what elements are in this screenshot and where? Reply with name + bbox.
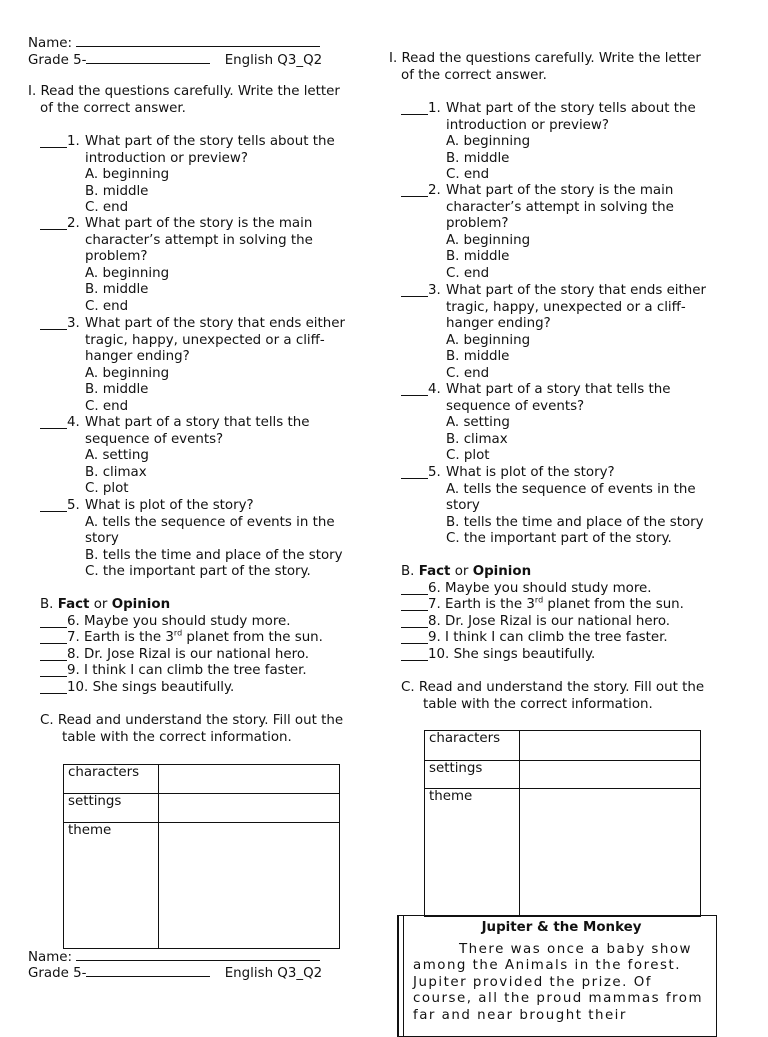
story-title: Jupiter & the Monkey — [481, 920, 642, 935]
question-5 — [28, 498, 378, 581]
question-number: 3. — [67, 316, 80, 331]
question-number: 5. — [428, 465, 441, 480]
question-text: sequence of events? — [85, 431, 224, 447]
answer-blank[interactable] — [40, 630, 67, 644]
option: A. beginning — [446, 134, 531, 149]
option: A. beginning — [446, 332, 531, 348]
option: B. climax — [446, 431, 508, 447]
option: C. end — [85, 398, 129, 414]
question-number: 1. — [428, 101, 441, 116]
fact-opinion-item: 9. I think I can climb the tree faster. — [401, 630, 741, 647]
option: B. tells the time and place of the story — [446, 514, 704, 530]
question-1 — [28, 134, 378, 217]
answer-blank[interactable] — [401, 597, 428, 611]
answer-blank[interactable] — [401, 283, 428, 297]
subject-label: English Q3_Q2 — [224, 53, 323, 68]
question-text: tragic, happy, unexpected or a cliff- — [85, 332, 325, 348]
answer-blank[interactable] — [40, 647, 67, 661]
question-2 — [389, 183, 739, 282]
question-text: introduction or preview? — [446, 117, 609, 133]
option: C. end — [85, 298, 129, 314]
answer-blank[interactable] — [40, 498, 67, 512]
answer-cell[interactable] — [159, 765, 340, 794]
section-c-instructions — [401, 680, 731, 713]
option: C. plot — [446, 448, 490, 463]
option: C. end — [446, 265, 490, 281]
grade-blank[interactable] — [86, 51, 210, 64]
name-line — [28, 34, 320, 53]
instructions-a — [389, 51, 734, 84]
question-number: 1. — [67, 134, 80, 149]
instruction-line: of the correct answer. — [401, 67, 547, 83]
option: A. beginning — [85, 167, 170, 182]
option: C. the important part of the story. — [446, 531, 672, 546]
name-label: Name: — [28, 36, 73, 51]
option: C. end — [85, 200, 129, 215]
grade-blank[interactable] — [86, 964, 210, 977]
instruction-line: table with the correct information. — [423, 696, 653, 712]
option: B. climax — [85, 464, 147, 480]
question-3 — [28, 316, 378, 415]
option: B. middle — [446, 150, 510, 166]
question-number: 2. — [67, 216, 80, 231]
row-label: theme — [64, 823, 159, 949]
row-label: characters — [425, 731, 520, 761]
option: B. middle — [446, 349, 510, 364]
option: A. beginning — [85, 265, 170, 281]
row-label: settings — [425, 761, 520, 789]
section-b — [401, 564, 741, 663]
row-label: settings — [64, 794, 159, 823]
answer-cell[interactable] — [520, 731, 701, 761]
question-4 — [28, 415, 378, 498]
question-text: introduction or preview? — [85, 150, 248, 166]
question-4 — [389, 382, 739, 465]
fact-opinion-item: 9. I think I can climb the tree faster. — [40, 663, 380, 680]
name-blank[interactable] — [76, 34, 320, 47]
answer-blank[interactable] — [40, 663, 67, 677]
question-text: sequence of events? — [446, 398, 585, 414]
option: C. plot — [85, 481, 129, 496]
question-text: What part of the story that ends either — [446, 283, 707, 298]
option: C. end — [446, 167, 490, 182]
answer-blank[interactable] — [40, 614, 67, 628]
answer-blank[interactable] — [401, 647, 428, 661]
question-number: 5. — [67, 498, 80, 513]
option: C. the important part of the story. — [85, 564, 311, 579]
question-number: 4. — [428, 382, 441, 397]
question-text: problem? — [446, 216, 509, 231]
question-text: tragic, happy, unexpected or a cliff- — [446, 299, 686, 315]
fact-opinion-item: 8. Dr. Jose Rizal is our national hero. — [401, 614, 741, 631]
answer-blank[interactable] — [401, 614, 428, 628]
option: C. end — [446, 365, 490, 381]
story-text: There was once a baby show among the Animals in the forest. Jupiter provided the prize. Of course, all the proud mammas from far and near brought their — [413, 941, 703, 1023]
question-text: hanger ending? — [446, 316, 551, 331]
option: A. tells the sequence of events in the — [85, 514, 335, 530]
instructions-a — [28, 84, 373, 117]
grade-line — [28, 51, 322, 70]
grade-label: Grade 5- — [28, 53, 87, 68]
answer-blank[interactable] — [401, 465, 428, 479]
question-text: What part of the story is the main — [446, 183, 674, 198]
question-number: 3. — [428, 283, 441, 298]
story-table — [424, 730, 701, 917]
grade-line — [28, 964, 322, 983]
option: B. middle — [85, 382, 149, 397]
section-c-instructions — [40, 713, 370, 746]
answer-blank[interactable] — [401, 101, 428, 115]
option: B. tells the time and place of the story — [85, 547, 343, 563]
instruction-line: of the correct answer. — [40, 100, 186, 116]
question-text: What part of the story tells about the — [446, 101, 696, 116]
section-b — [40, 597, 380, 696]
answer-blank[interactable] — [40, 415, 67, 429]
answer-blank[interactable] — [401, 382, 428, 396]
question-1 — [389, 101, 739, 184]
question-text: problem? — [85, 249, 148, 264]
answer-cell[interactable] — [159, 823, 340, 949]
option: story — [85, 531, 119, 546]
question-text: What part of a story that tells the — [446, 382, 671, 397]
question-text: character’s attempt in solving the — [85, 232, 313, 248]
question-text: What part of the story is the main — [85, 216, 313, 231]
option: B. middle — [446, 249, 510, 264]
instruction-line: C. Read and understand the story. Fill out the — [401, 680, 705, 695]
option: A. setting — [446, 415, 510, 430]
grade-label: Grade 5- — [28, 966, 87, 981]
option: A. setting — [85, 448, 149, 463]
row-label: characters — [64, 765, 159, 794]
option: A. beginning — [446, 232, 531, 248]
question-text: character’s attempt in solving the — [446, 199, 674, 215]
fact-opinion-item: 7. Earth is the 3rd planet from the sun. — [401, 597, 741, 614]
answer-blank[interactable] — [40, 316, 67, 330]
option: A. beginning — [85, 365, 170, 381]
fact-opinion-item: 6. Maybe you should study more. — [40, 614, 380, 631]
answer-blank[interactable] — [40, 680, 67, 694]
option: story — [446, 498, 480, 513]
fact-opinion-item: 7. Earth is the 3rd planet from the sun. — [40, 630, 380, 647]
answer-blank[interactable] — [40, 216, 67, 230]
question-5 — [389, 465, 739, 548]
section-b-heading: B. Fact or Opinion — [401, 564, 532, 579]
instruction-line: table with the correct information. — [62, 729, 292, 745]
answer-cell[interactable] — [520, 789, 701, 917]
question-number: 4. — [67, 415, 80, 430]
subject-label: English Q3_Q2 — [224, 966, 323, 981]
story-table — [63, 764, 340, 949]
question-text: What is plot of the story? — [85, 498, 254, 513]
answer-blank[interactable] — [40, 134, 67, 148]
section-b-heading: B. Fact or Opinion — [40, 597, 171, 612]
question-number: 2. — [428, 183, 441, 198]
fact-opinion-item: 8. Dr. Jose Rizal is our national hero. — [40, 647, 380, 664]
question-text: hanger ending? — [85, 349, 190, 364]
question-text: What part of the story tells about the — [85, 134, 335, 149]
question-text: What is plot of the story? — [446, 465, 615, 480]
answer-blank[interactable] — [401, 630, 428, 644]
instruction-line: I. Read the questions carefully. Write the letter — [28, 84, 340, 99]
answer-cell[interactable] — [520, 761, 701, 789]
option: B. middle — [85, 282, 149, 297]
question-text: What part of the story that ends either — [85, 316, 346, 331]
question-text: What part of a story that tells the — [85, 415, 310, 430]
name-blank[interactable] — [76, 948, 320, 961]
question-3 — [389, 283, 739, 382]
answer-blank[interactable] — [401, 183, 428, 197]
name-label: Name: — [28, 950, 73, 965]
story-box — [397, 915, 717, 1037]
fact-opinion-item: 10. She sings beautifully. — [40, 680, 380, 697]
option: B. middle — [85, 183, 149, 199]
answer-cell[interactable] — [159, 794, 340, 823]
fact-opinion-item: 6. Maybe you should study more. — [401, 581, 741, 598]
answer-blank[interactable] — [401, 581, 428, 595]
option: A. tells the sequence of events in the — [446, 481, 696, 497]
question-2 — [28, 216, 378, 315]
instruction-line: I. Read the questions carefully. Write the letter — [389, 51, 701, 66]
fact-opinion-item: 10. She sings beautifully. — [401, 647, 741, 664]
row-label: theme — [425, 789, 520, 917]
instruction-line: C. Read and understand the story. Fill out the — [40, 713, 344, 728]
